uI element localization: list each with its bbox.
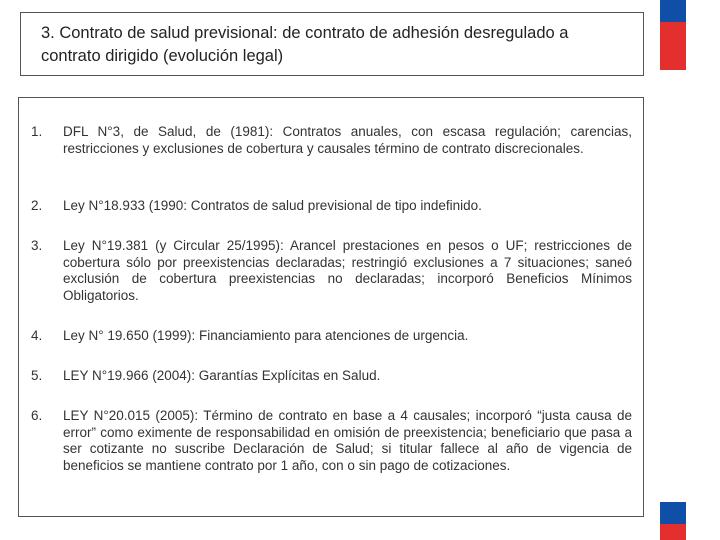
item-text: LEY N°20.015 (2005): Término de contrato en base a 4 causales; incorporó “justa causa de error” como eximente de responsabilidad en omisión de preexistencia; beneficiario que pasa a ser cotizante no suscribe Declaración de Salud; si titular fallece al año de vigencia de beneficios se mantiene contrato por 1 año, con o sin pago de cotizaciones. [63, 408, 632, 473]
item-number: 1. [31, 124, 43, 139]
flag-red-band-bottom [660, 524, 686, 540]
legal-evolution-list [18, 97, 644, 517]
item-number: 3. [31, 238, 43, 253]
flag-blue-band-top [660, 0, 686, 22]
item-text: LEY N°19.966 (2004): Garantías Explícitas en Salud. [63, 368, 381, 383]
item-number: 4. [31, 328, 43, 343]
item-text: Ley N° 19.650 (1999): Financiamiento para atenciones de urgencia. [63, 328, 469, 343]
item-text: Ley N°19.381 (y Circular 25/1995): Arancel prestaciones en pesos o UF; restricciones de cobertura sólo por preexistencias declaradas; restringió exclusiones a 7 situaciones; saneó exclusión de cobertura preexistencias no declaradas; incorporó Beneficios Mínimos Obligatorios. [63, 238, 632, 303]
slide-title-box [20, 12, 644, 76]
item-text: Ley N°18.933 (1990: Contratos de salud previsional de tipo indefinido. [63, 198, 482, 213]
flag-blue-band-bottom [660, 502, 686, 524]
slide-title: 3. Contrato de salud previsional: de contrato de adhesión desregulado a contrato dirigido (evolución legal) [41, 24, 569, 65]
item-number: 6. [31, 408, 43, 423]
item-number: 5. [31, 368, 43, 383]
item-number: 2. [31, 198, 43, 213]
item-text: DFL N°3, de Salud, de (1981): Contratos anuales, con escasa regulación; carencias, restricciones y exclusiones de cobertura y causales término de contrato discrecionales. [63, 124, 632, 156]
flag-red-band-top [660, 22, 686, 70]
